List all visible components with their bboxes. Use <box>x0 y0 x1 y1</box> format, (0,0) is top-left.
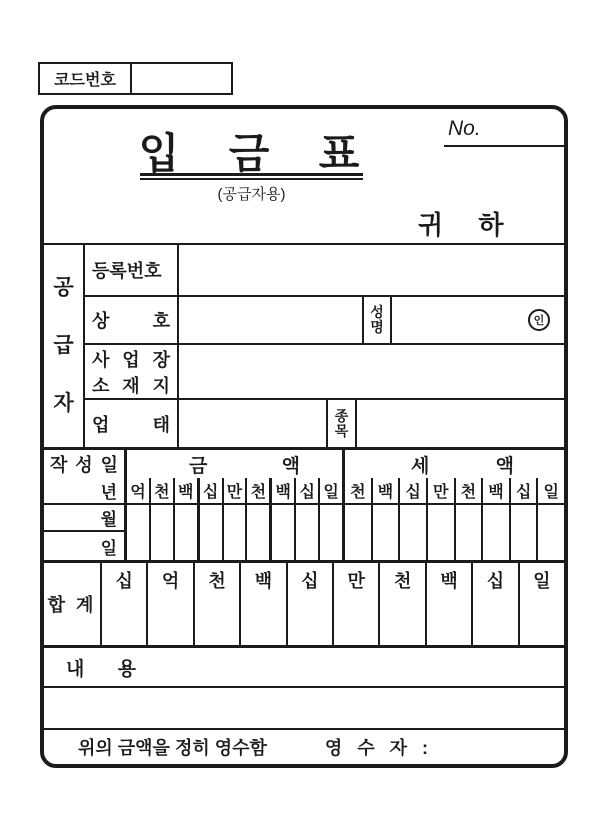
tax-digit-group <box>345 478 564 560</box>
amount-digit-cell <box>200 505 224 560</box>
tax-place-label: 천 <box>456 478 484 503</box>
date-column <box>44 478 127 560</box>
registration-number-row <box>85 245 564 297</box>
deposit-slip-form <box>40 105 568 768</box>
total-place-cell: 백 <box>241 563 287 645</box>
receipt-footer <box>44 728 564 764</box>
total-place-cell: 십 <box>102 563 148 645</box>
total-place-cell: 십 <box>473 563 519 645</box>
total-place-cell: 만 <box>334 563 380 645</box>
code-number-label: 코드번호 <box>40 64 132 93</box>
date-written-label: 작 성 일 <box>44 450 127 478</box>
trade-name-label: 상 호 <box>85 297 179 343</box>
contents-label: 내 용 <box>66 658 150 680</box>
business-type-row <box>85 400 564 447</box>
form-title: 입 금 표 <box>138 130 379 177</box>
tax-place-label: 일 <box>543 484 559 501</box>
amount-header-row <box>44 447 564 478</box>
recipient-label: 귀 하 <box>418 210 518 240</box>
receiver-label: 영 수 자 : <box>324 738 434 758</box>
amount-place-label: 억 <box>127 478 151 503</box>
year-label: 년 <box>44 478 124 505</box>
form-subtitle: (공급자용) <box>217 186 286 203</box>
tax-digit-cell <box>511 505 539 560</box>
business-address-field <box>179 345 564 398</box>
contents-row <box>44 645 564 686</box>
registration-number-label: 등록번호 <box>85 245 179 295</box>
tax-digit-cell <box>483 505 511 560</box>
amount-digit-grid <box>44 478 564 560</box>
code-number-box <box>38 62 233 95</box>
tax-digit-cell <box>538 505 564 560</box>
total-place-cell: 천 <box>380 563 426 645</box>
item-field <box>357 400 564 447</box>
amount-column-header: 금 액 <box>127 450 345 478</box>
day-label: 일 <box>100 538 117 558</box>
trade-name-field <box>179 297 364 343</box>
amount-digit-cell <box>151 505 175 560</box>
amount-place-label: 백 <box>175 478 200 503</box>
amount-digit-group <box>127 478 345 560</box>
trade-name-row <box>85 297 564 345</box>
registration-number-field <box>179 245 564 295</box>
month-label: 월 <box>44 505 124 532</box>
person-name-label: 성 명 <box>364 297 392 343</box>
tax-place-label: 천 <box>345 478 373 503</box>
amount-place-label: 십 <box>296 478 320 503</box>
total-place-cell: 천 <box>195 563 241 645</box>
no-field-line <box>444 145 564 147</box>
amount-digit-cell <box>247 505 272 560</box>
seal-mark-icon: 인 <box>528 309 550 331</box>
business-address-label: 사 업 장 소 재 지 <box>85 345 179 398</box>
supplier-side-label: 공 급 자 <box>44 245 85 447</box>
amount-place-label: 천 <box>247 478 272 503</box>
business-type-label: 업 태 <box>85 400 179 447</box>
code-number-field <box>132 64 231 93</box>
amount-place-label: 백 <box>272 478 296 503</box>
amount-place-label: 십 <box>200 478 224 503</box>
supplier-section <box>44 243 564 447</box>
amount-place-label: 일 <box>323 484 339 501</box>
total-place-cell: 일 <box>533 571 551 591</box>
amount-place-label: 만 <box>224 478 248 503</box>
amount-digit-cell <box>272 505 296 560</box>
amount-digit-cell <box>320 505 342 560</box>
business-type-field <box>179 400 328 447</box>
tax-column-header: 세 액 <box>411 455 514 477</box>
person-name-field <box>392 297 564 343</box>
contents-blank-row <box>44 686 564 728</box>
receipt-statement: 위의 금액을 정히 영수함 <box>78 738 267 758</box>
title-underline <box>140 173 363 180</box>
tax-digit-cell <box>345 505 373 560</box>
business-address-row <box>85 345 564 400</box>
amount-digit-cell <box>127 505 151 560</box>
item-label: 종 목 <box>328 400 357 447</box>
tax-place-label: 십 <box>511 478 539 503</box>
tax-place-label: 백 <box>483 478 511 503</box>
form-header <box>44 109 564 243</box>
amount-place-label: 천 <box>151 478 175 503</box>
tax-digit-cell <box>373 505 401 560</box>
no-label: No. <box>448 117 481 140</box>
tax-digit-cell <box>400 505 428 560</box>
amount-digit-cell <box>224 505 248 560</box>
amount-digit-cell <box>175 505 200 560</box>
tax-place-label: 백 <box>373 478 401 503</box>
total-label: 합 계 <box>44 563 102 645</box>
tax-place-label: 만 <box>428 478 456 503</box>
total-place-cell: 백 <box>427 563 473 645</box>
total-row <box>44 560 564 645</box>
total-place-cell: 십 <box>288 563 334 645</box>
amount-digit-cell <box>296 505 320 560</box>
tax-digit-cell <box>456 505 484 560</box>
tax-digit-cell <box>428 505 456 560</box>
tax-place-label: 십 <box>400 478 428 503</box>
total-place-cell: 억 <box>148 563 194 645</box>
